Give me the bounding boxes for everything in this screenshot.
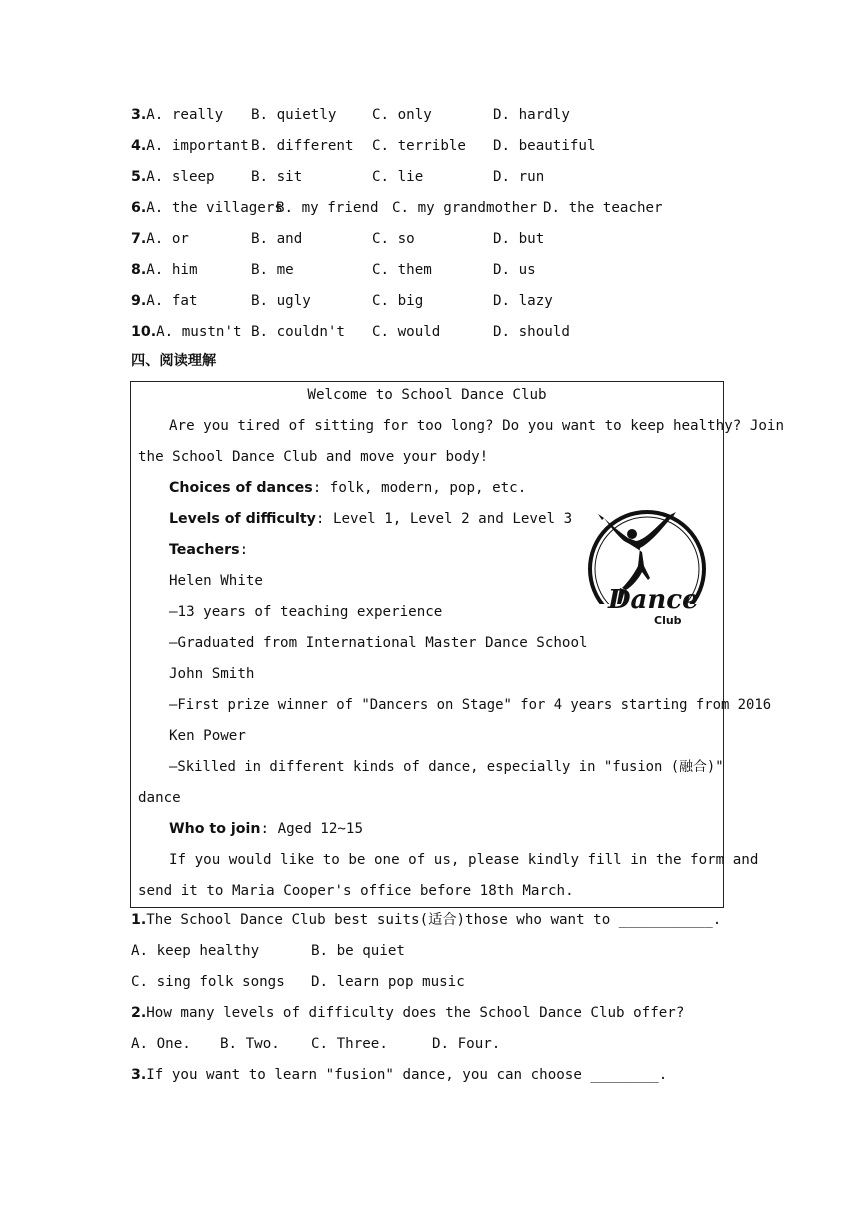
teacher-detail: —First prize winner of "Dancers on Stage" for 4 years starting from 2016 bbox=[169, 697, 772, 713]
teachers-colon: : bbox=[239, 542, 249, 558]
who-label: Who to join bbox=[169, 821, 261, 837]
answer-option: B. be quiet bbox=[311, 943, 405, 959]
teacher-detail: —Skilled in different kinds of dance, especially in "fusion (融合)" bbox=[169, 759, 724, 775]
option-b: B. and bbox=[251, 231, 303, 247]
option-b: B. quietly bbox=[251, 107, 337, 123]
teacher-detail: —Graduated from International Master Dance School bbox=[169, 635, 588, 651]
option-c: C. only bbox=[372, 107, 432, 123]
question-number: 8. bbox=[131, 262, 147, 278]
option-c: C. so bbox=[372, 231, 415, 247]
teacher-detail: dance bbox=[138, 790, 181, 806]
teacher-detail: —13 years of teaching experience bbox=[169, 604, 443, 620]
teacher-name: Helen White bbox=[169, 573, 263, 589]
option-a: A. really bbox=[146, 107, 224, 123]
option-d: D. should bbox=[493, 324, 570, 340]
levels-value: : Level 1, Level 2 and Level 3 bbox=[315, 511, 573, 527]
option-b: B. ugly bbox=[251, 293, 311, 309]
reading-passage-box bbox=[130, 381, 784, 908]
option-b: B. me bbox=[251, 262, 294, 278]
choices-label: Choices of dances bbox=[169, 480, 313, 496]
option-c: C. big bbox=[372, 293, 424, 309]
question-number: 6. bbox=[131, 200, 147, 216]
option-b: B. sit bbox=[251, 169, 303, 185]
levels-line bbox=[169, 509, 572, 529]
question-number: 10. bbox=[131, 324, 157, 340]
logo-subtext: Club bbox=[654, 614, 682, 627]
option-c: C. would bbox=[372, 324, 441, 340]
answer-option: D. learn pop music bbox=[311, 974, 465, 990]
question-number: 5. bbox=[131, 169, 147, 185]
closing-line-1: If you would like to be one of us, please kindly fill in the form and bbox=[169, 852, 759, 868]
option-a: A. important bbox=[146, 138, 249, 154]
choices-value: : folk, modern, pop, etc. bbox=[312, 480, 527, 496]
option-d: D. run bbox=[493, 169, 545, 185]
option-b: B. couldn't bbox=[251, 324, 345, 340]
option-row bbox=[131, 167, 545, 187]
question-number: 7. bbox=[131, 231, 147, 247]
passage-intro-line-1: Are you tired of sitting for too long? Do you want to keep healthy? Join bbox=[169, 418, 784, 434]
option-row bbox=[131, 229, 545, 249]
option-row bbox=[131, 260, 536, 280]
option-b: B. different bbox=[251, 138, 354, 154]
answer-row bbox=[131, 972, 465, 992]
question-stem bbox=[131, 1003, 684, 1023]
question-number: 9. bbox=[131, 293, 147, 309]
question-text: The School Dance Club best suits(适合)those who want to ___________. bbox=[146, 912, 722, 928]
option-row bbox=[131, 105, 570, 125]
option-a: A. fat bbox=[146, 293, 198, 309]
option-d: D. lazy bbox=[493, 293, 553, 309]
teacher-name: Ken Power bbox=[169, 728, 246, 744]
levels-label: Levels of difficulty bbox=[169, 511, 316, 527]
question-text: How many levels of difficulty does the School Dance Club offer? bbox=[146, 1005, 685, 1021]
who-line bbox=[169, 819, 363, 839]
answer-option: D. Four. bbox=[432, 1036, 501, 1052]
passage-intro-line-2: the School Dance Club and move your body! bbox=[138, 449, 489, 465]
answer-option: B. Two. bbox=[220, 1036, 280, 1052]
option-c: C. them bbox=[372, 262, 432, 278]
question-number: 3. bbox=[131, 1067, 147, 1083]
answer-option: C. sing folk songs bbox=[131, 974, 285, 990]
who-value: : Aged 12~15 bbox=[260, 821, 363, 837]
question-stem bbox=[131, 910, 721, 930]
option-row bbox=[131, 198, 663, 218]
option-d: D. hardly bbox=[493, 107, 570, 123]
question-number: 1. bbox=[131, 912, 147, 928]
option-d: D. but bbox=[493, 231, 545, 247]
option-a: A. the villagers bbox=[146, 200, 283, 216]
answer-row bbox=[131, 1034, 501, 1054]
question-number: 4. bbox=[131, 138, 147, 154]
answer-option: A. One. bbox=[131, 1036, 191, 1052]
question-number: 3. bbox=[131, 107, 147, 123]
option-d: D. the teacher bbox=[543, 200, 663, 216]
answer-option: A. keep healthy bbox=[131, 943, 260, 959]
option-c: C. terrible bbox=[372, 138, 466, 154]
teachers-line bbox=[169, 540, 248, 560]
dance-club-logo bbox=[584, 508, 710, 630]
option-b: B. my friend bbox=[276, 200, 379, 216]
option-row bbox=[131, 291, 553, 311]
option-d: D. us bbox=[493, 262, 536, 278]
teachers-label: Teachers bbox=[169, 542, 240, 558]
logo-text: Dance bbox=[608, 585, 699, 615]
section-title: 四、阅读理解 bbox=[131, 353, 217, 369]
option-d: D. beautiful bbox=[493, 138, 596, 154]
question-text: If you want to learn "fusion" dance, you can choose ________. bbox=[146, 1067, 668, 1083]
option-a: A. or bbox=[146, 231, 189, 247]
answer-row bbox=[131, 941, 405, 961]
option-a: A. him bbox=[146, 262, 198, 278]
passage-title: Welcome to School Dance Club bbox=[307, 387, 547, 403]
option-row bbox=[131, 322, 570, 342]
option-c: C. lie bbox=[372, 169, 424, 185]
answer-option: C. Three. bbox=[311, 1036, 388, 1052]
option-a: A. mustn't bbox=[156, 324, 242, 340]
choices-line bbox=[169, 478, 526, 498]
teacher-name: John Smith bbox=[169, 666, 255, 682]
option-c: C. my grandmother bbox=[392, 200, 538, 216]
dancer-logo-icon bbox=[584, 508, 710, 630]
option-row bbox=[131, 136, 596, 156]
option-a: A. sleep bbox=[146, 169, 215, 185]
question-number: 2. bbox=[131, 1005, 147, 1021]
closing-line-2: send it to Maria Cooper's office before 18th March. bbox=[138, 883, 574, 899]
question-stem bbox=[131, 1065, 667, 1085]
